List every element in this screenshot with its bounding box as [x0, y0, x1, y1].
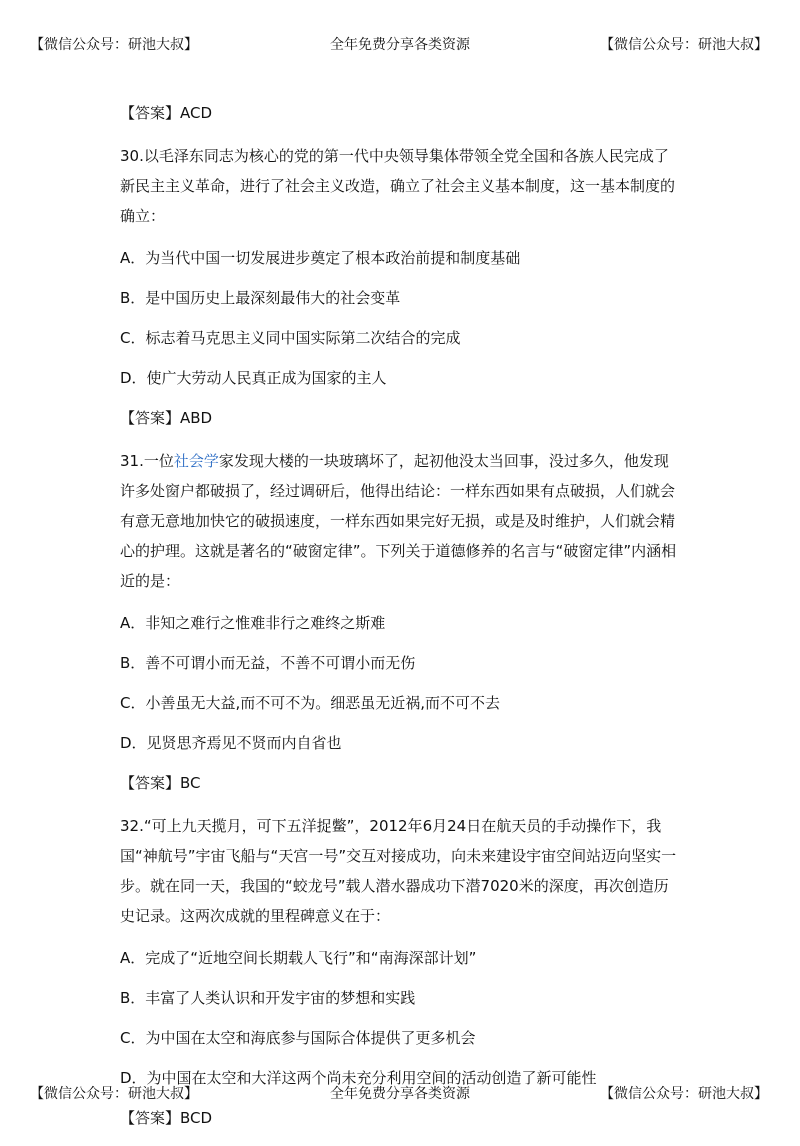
question-31 [120, 446, 680, 596]
answer-32: 【答案】BCD [120, 1109, 213, 1127]
document-body [120, 103, 680, 1146]
q32-option-c: C．为中国在太空和海底参与国际合体提供了更多机会 [120, 1029, 476, 1047]
q31-option-d: D．见贤思齐焉见不贤而内自省也 [120, 734, 342, 752]
answer-31: 【答案】BC [120, 774, 201, 792]
q31-text: 家发现大楼的一块玻璃坏了，起初他没太当回事，没过多久，他发现许多处窗户都破损了，经过调研后，他得出结论：一样东西如果有点破损，人们就会有意无意地加快它的破损速度，一样东西如果完好无损，或是及时维护，人们就会精心的护理。这就是著名的“破窗定律”。下列关于道德修养的名言与“破窗定律”内涵相近的是： [120, 452, 677, 590]
header-left-text: 【微信公众号：研池大叔】 [30, 37, 198, 53]
q30-option-b: B．是中国历史上最深刻最伟大的社会变革 [120, 289, 401, 307]
header-center-text: 全年免费分享各类资源 [330, 37, 470, 53]
q30-option-a: A．为当代中国一切发展进步奠定了根本政治前提和制度基础 [120, 249, 521, 267]
q32-option-a: A．完成了“近地空间长期载人飞行”和“南海深部计划” [120, 949, 477, 967]
footer-left-text: 【微信公众号：研池大叔】 [30, 1086, 198, 1102]
answer-29: 【答案】ACD [120, 104, 213, 122]
answer-30: 【答案】ABD [120, 409, 213, 427]
q31-option-b: B．善不可谓小而无益，不善不可谓小而无伤 [120, 654, 416, 672]
q32-option-b: B．丰富了人类认识和开发宇宙的梦想和实践 [120, 989, 416, 1007]
page-header [0, 34, 800, 54]
question-32: 32.“可上九天揽月，可下五洋捉鳖”，2012年6月24日在航天员的手动操作下，我国“神航号”宇宙飞船与“天宫一号”交互对接成功，向未来建设宇宙空间站迈向坚实一步。就在同一天，我国的“蛟龙号”载人潜水器成功下潜7020米的深度，再次创造历史记录。这两次成就的里程碑意义在于： [120, 817, 677, 925]
q30-option-c: C．标志着马克思主义同中国实际第二次结合的完成 [120, 329, 461, 347]
q31-option-a: A．非知之难行之惟难非行之难终之斯难 [120, 614, 386, 632]
sociology-link[interactable]: 社会学 [173, 452, 219, 470]
footer-center-text: 全年免费分享各类资源 [330, 1086, 470, 1102]
footer-right-text: 【微信公众号：研池大叔】 [600, 1086, 768, 1102]
q30-option-d: D．使广大劳动人民真正成为国家的主人 [120, 369, 387, 387]
page-footer [0, 1083, 800, 1103]
header-right-text: 【微信公众号：研池大叔】 [600, 37, 768, 53]
question-30: 30.以毛泽东同志为核心的党的第一代中央领导集体带领全党全国和各族人民完成了新民主主义革命，进行了社会主义改造，确立了社会主义基本制度，这一基本制度的确立： [120, 147, 676, 225]
q32-option-d: D．为中国在太空和大洋这两个尚未充分利用空间的活动创造了新可能性 [120, 1069, 597, 1087]
q31-prefix: 31.一位 [120, 452, 174, 470]
q31-option-c: C．小善虽无大益,而不可不为。细恶虽无近祸,而不可不去 [120, 694, 501, 712]
